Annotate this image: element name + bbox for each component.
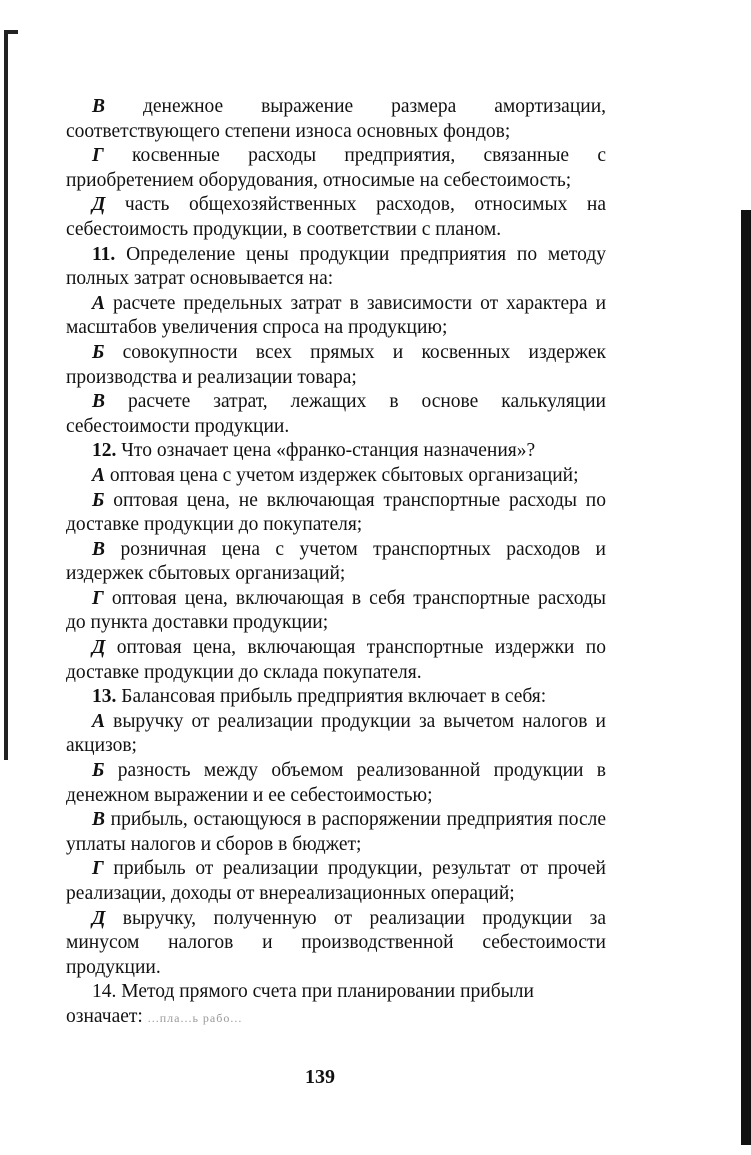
question-13: 13. Балансовая прибыль предприятия включает в себя:: [92, 686, 547, 708]
scan-edge-top: [4, 30, 18, 34]
answer-option: Б совокупности всех прямых и косвенных издержек производства и реализации товара;: [66, 341, 606, 388]
answer-option: Д выручку, полученную от реализации продукции за минусом налогов и производственной себестоимости продукции.: [66, 907, 606, 978]
answer-option: Б оптовая цена, не включающая транспортные расходы по доставке продукции до покупателя;: [66, 489, 606, 536]
answer-option: Д часть общехозяйственных расходов, относимых на себестоимость продукции, в соответствии с планом.: [66, 194, 606, 240]
answer-option: В расчете затрат, лежащих в основе калькуляции себестоимости продукции.: [66, 391, 606, 437]
answer-option: Б разность между объемом реализованной продукции в денежном выражении и ее себестоимостью;: [66, 760, 606, 806]
answer-option: Г косвенные расходы предприятия, связанные с приобретением оборудования, относимые на себестоимость;: [66, 145, 606, 191]
question-12: 12. Что означает цена «франко-станция назначения»?: [92, 440, 536, 462]
page-number: 139: [305, 1066, 335, 1088]
answer-option: В розничная цена с учетом транспортных расходов и издержек сбытовых организаций;: [66, 538, 606, 585]
answer-option: Г прибыль от реализации продукции, результат от прочей реализации, доходы от внереализационных операций;: [66, 858, 606, 904]
answer-option: Г оптовая цена, включающая в себя транспортные расходы до пункта доставки продукции;: [66, 587, 606, 634]
question-11: 11. Определение цены продукции предприятия по методу полных затрат основывается на:: [66, 243, 606, 290]
scan-edge-right: [741, 210, 751, 1145]
answer-option: А расчете предельных затрат в зависимости от характера и масштабов увеличения спроса на продукцию;: [66, 292, 606, 339]
scan-edge-left: [4, 30, 8, 760]
answer-option: А оптовая цена с учетом издержек сбытовых организаций;: [92, 464, 579, 486]
answer-option: В прибыль, остающуюся в распоряжении предприятия после уплаты налогов и сборов в бюджет;: [66, 809, 606, 855]
text-block: [66, 95, 606, 1031]
faded-scan-text: ...пла...ь рабо...: [147, 1010, 243, 1025]
answer-option: А выручку от реализации продукции за вычетом налогов и акцизов;: [66, 710, 606, 757]
question-14: 14. Метод прямого счета при планировании прибыли означает: ...пла...ь рабо...: [66, 981, 534, 1027]
answer-option: В денежное выражение размера амортизации, соответствующего степени износа основных фондов;: [66, 96, 606, 142]
answer-option: Д оптовая цена, включающая транспортные издержки по доставке продукции до склада покупателя.: [66, 637, 606, 683]
